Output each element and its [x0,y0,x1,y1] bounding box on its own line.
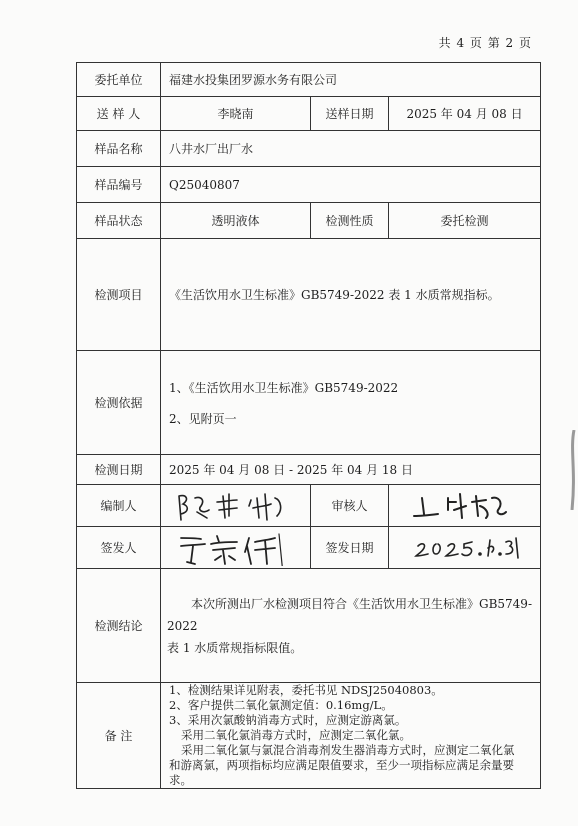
page-edge-mark [568,430,578,510]
test-items-label: 检测项目 [77,239,161,351]
reviewer-signature-image [400,488,530,524]
conclusion-value [161,569,541,683]
sample-name-label: 样品名称 [77,131,161,167]
compiler-signature [161,485,311,527]
remark-line: 3、采用次氯酸钠消毒方式时，应测定游离氯。 [169,713,407,727]
row-compiler [77,485,541,527]
send-date-value: 2025 年 04 月 08 日 [389,97,541,131]
test-date-label: 检测日期 [77,455,161,485]
reviewer-signature [389,485,541,527]
row-conclusion [77,569,541,683]
conclusion-line1: 本次所测出厂水检测项目符合《生活饮用水卫生标准》GB5749-2022 [167,596,533,633]
sample-no-value: Q25040807 [161,167,541,203]
remarks-label: 备 注 [77,683,161,789]
row-remarks [77,683,541,789]
remark-line: 2、客户提供二氧化氯测定值：0.16mg/L。 [169,698,393,712]
test-nature-value: 委托检测 [389,203,541,239]
row-client [77,63,541,97]
issuer-signature-image [171,530,301,566]
test-nature-label: 检测性质 [311,203,389,239]
issuer-label: 签发人 [77,527,161,569]
sample-no-label: 样品编号 [77,167,161,203]
page-number: 共 4 页 第 2 页 [438,36,532,50]
issue-date-handwritten-image [400,530,530,566]
test-basis-value [161,351,541,455]
sample-state-label: 样品状态 [77,203,161,239]
test-basis-line2: 2、见附页一 [169,411,237,426]
report-table [76,62,540,789]
row-test-items [77,239,541,351]
remark-line: 采用二氧化氯与氯混合消毒剂发生器消毒方式时，应测定二氧化氯 [181,743,515,757]
conclusion-label: 检测结论 [77,569,161,683]
row-sample-name [77,131,541,167]
send-date-label: 送样日期 [311,97,389,131]
test-basis-line1: 1、《生活饮用水卫生标准》GB5749-2022 [169,380,399,395]
row-test-date [77,455,541,485]
row-test-basis [77,351,541,455]
sender-label: 送 样 人 [77,97,161,131]
issuer-signature [161,527,311,569]
remark-line: 采用二氧化氯消毒方式时，应测定二氧化氯。 [181,728,411,742]
test-basis-label: 检测依据 [77,351,161,455]
compiler-label: 编制人 [77,485,161,527]
remark-line: 1、检测结果详见附表，委托书见 NDSJ25040803。 [169,683,443,697]
compiler-signature-image [171,488,301,524]
row-issuer [77,527,541,569]
test-date-value: 2025 年 04 月 08 日 - 2025 年 04 月 18 日 [161,455,541,485]
client-label: 委托单位 [77,63,161,97]
test-items-value: 《生活饮用水卫生标准》GB5749-2022 表 1 水质常规指标。 [161,239,541,351]
reviewer-label: 审核人 [311,485,389,527]
sender-value: 李晓南 [161,97,311,131]
issue-date-label: 签发日期 [311,527,389,569]
issue-date-signature [389,527,541,569]
conclusion-line2: 表 1 水质常规指标限值。 [167,640,303,655]
row-sender [77,97,541,131]
remark-line: 和游离氯，两项指标均应满足限值要求，至少一项指标应满足余量要求。 [169,758,514,787]
sample-state-value: 透明液体 [161,203,311,239]
sample-name-value: 八井水厂出厂水 [161,131,541,167]
row-sample-no [77,167,541,203]
client-value: 福建水投集团罗源水务有限公司 [161,63,541,97]
remarks-value [161,683,541,789]
row-sample-state [77,203,541,239]
